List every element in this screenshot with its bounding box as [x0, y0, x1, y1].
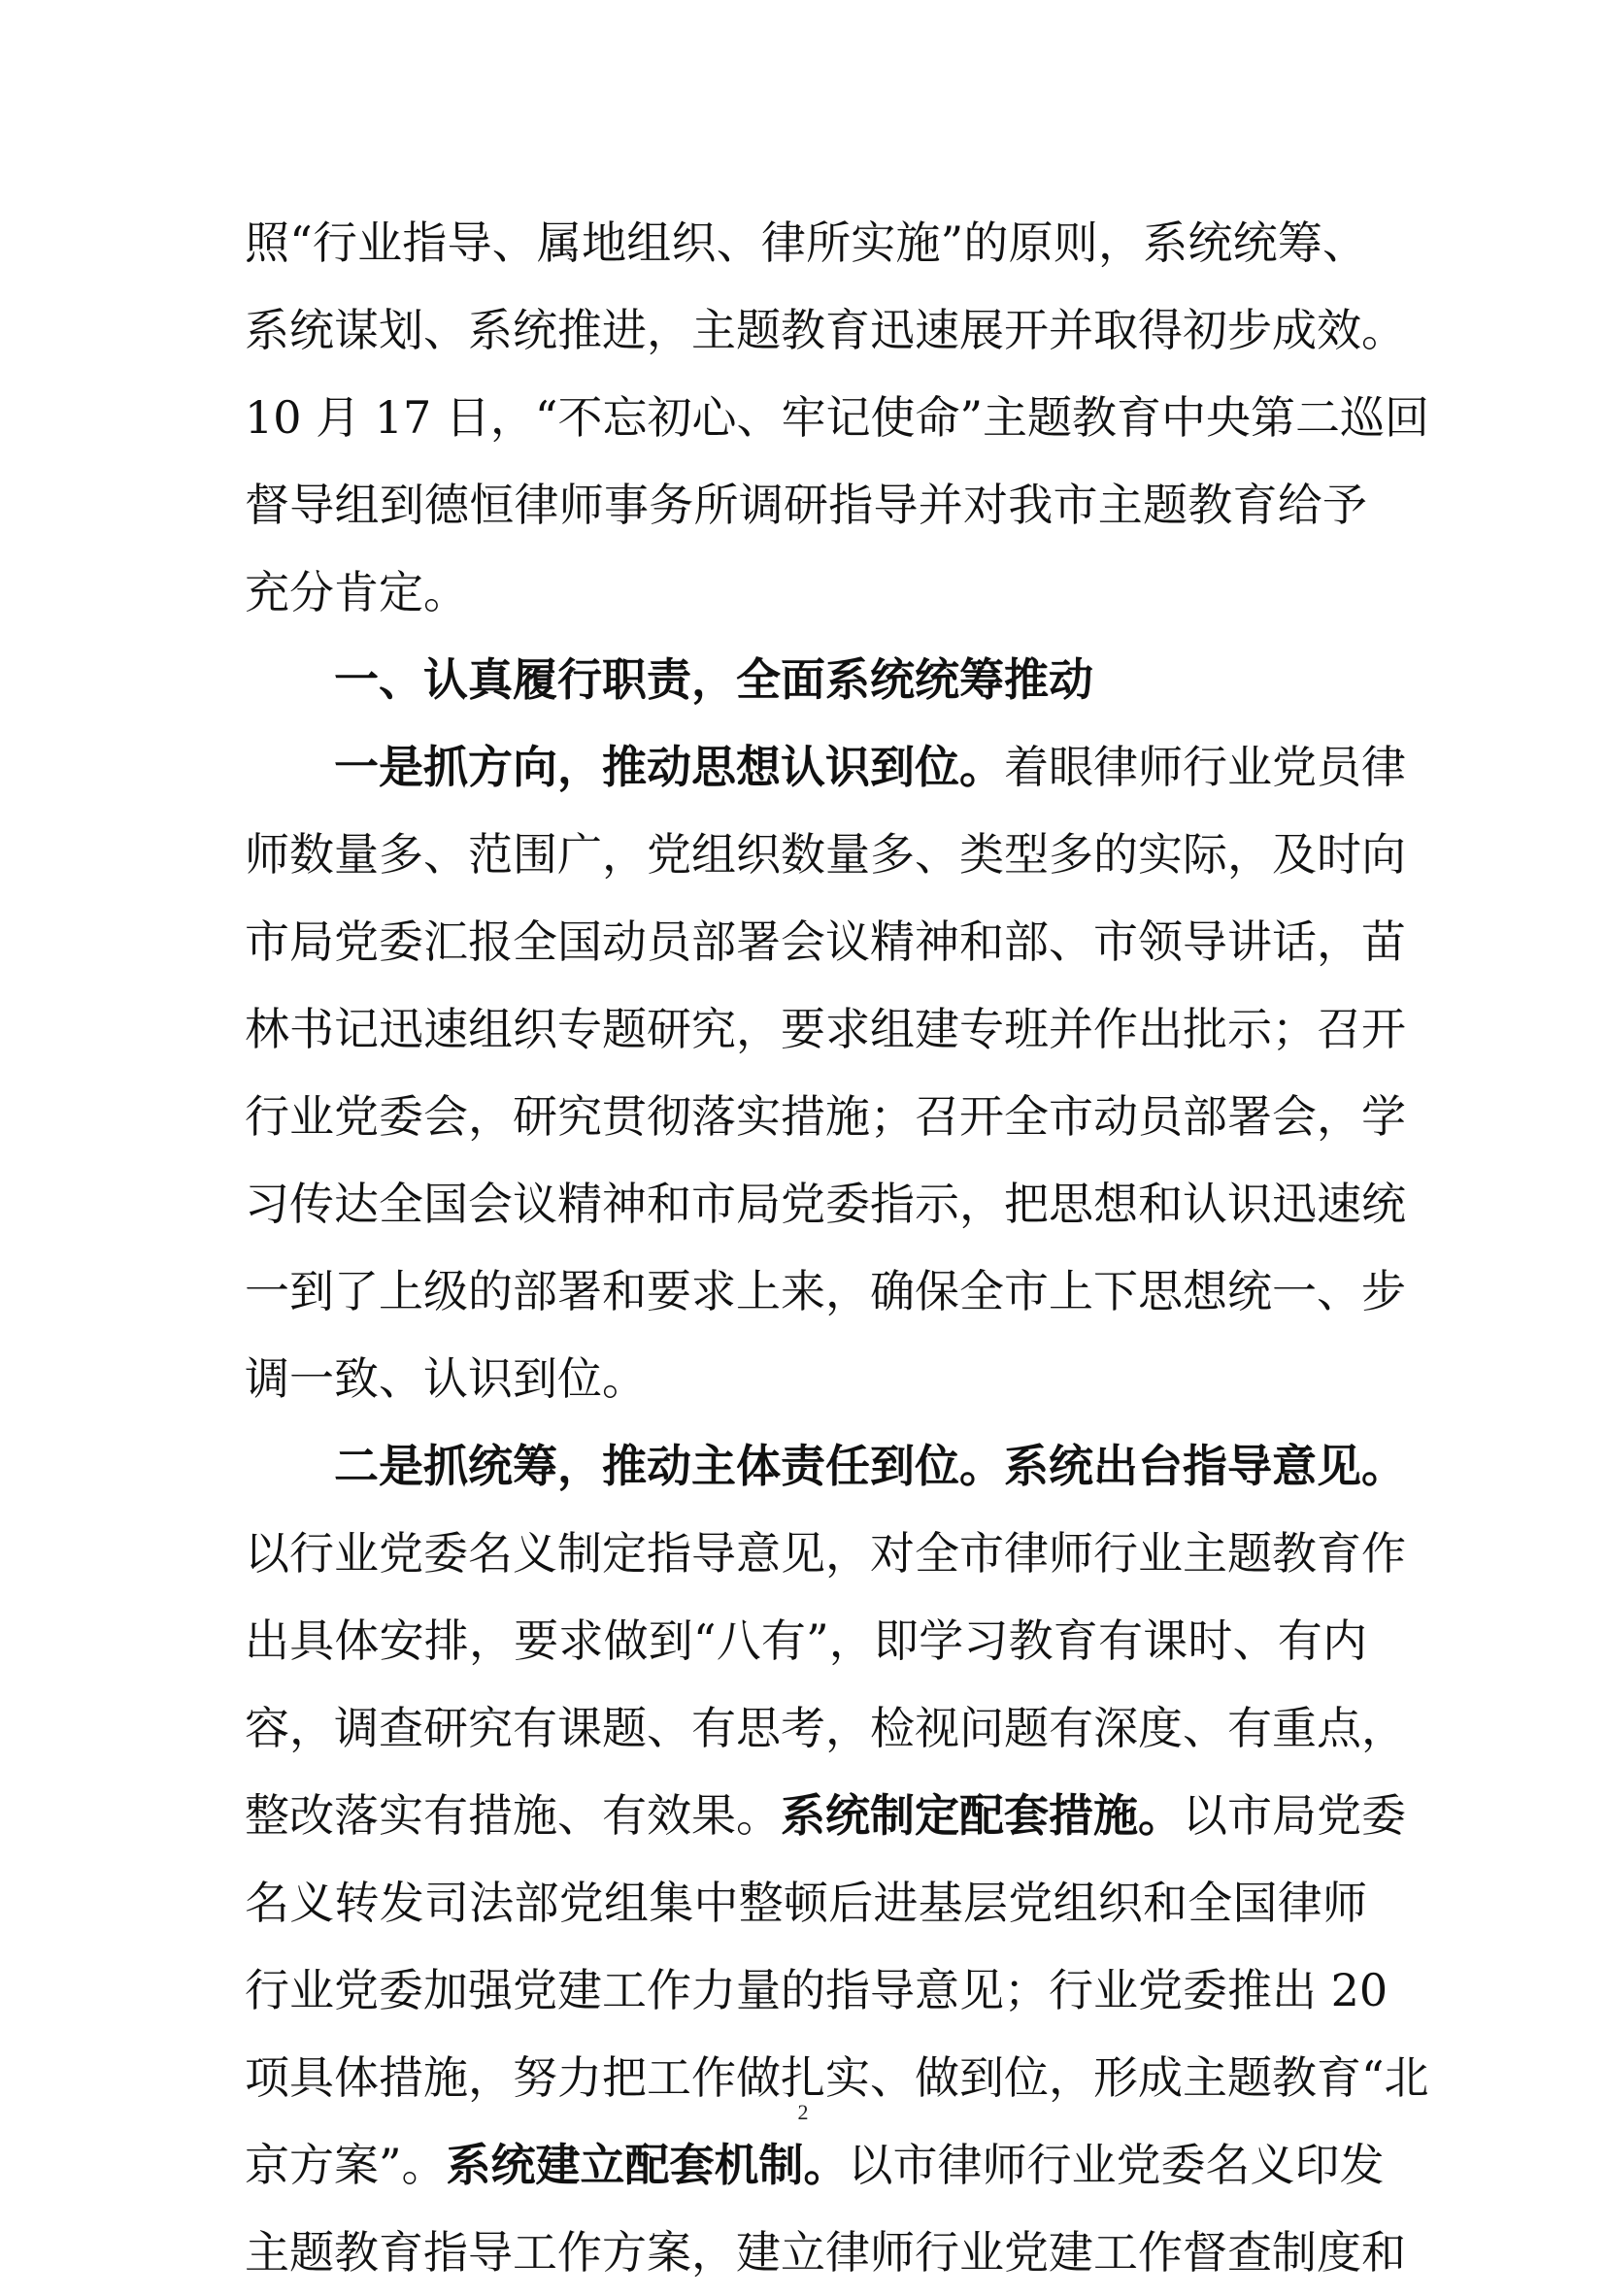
text-run: 整改落实有措施、有效果。 [245, 1789, 781, 1842]
bold-lead: 系统建立配套机制。 [446, 2139, 849, 2191]
text-line: 督导组到德恒律师事务所调研指导并对我市主题教育给予 [245, 479, 1367, 531]
text-line: 行业党委加强党建工作力量的指导意见；行业党委推出 20 [245, 1964, 1389, 2016]
text-run: 着眼律师行业党员律 [1004, 741, 1406, 793]
bold-lead: 系统制定配套措施。 [781, 1789, 1183, 1842]
text-line: 林书记迅速组织专题研究，要求组建专班并作出批示；召开 [245, 1003, 1406, 1055]
text-run: 京方案”。 [245, 2139, 447, 2191]
text-line: 以行业党委名义制定指导意见，对全市律师行业主题教育作 [245, 1527, 1406, 1580]
text-line: 充分肯定。 [245, 566, 468, 618]
bold-lead: 二是抓统筹，推动主体责任到位。系统出台指导意见。 [334, 1440, 1406, 1492]
text-run: 以市律师行业党委名义印发 [848, 2139, 1385, 2191]
text-line: 照“行业指导、属地组织、律所实施”的原则，系统统筹、 [245, 216, 1367, 269]
text-line: 出具体安排，要求做到“八有”，即学习教育有课时、有内 [245, 1614, 1367, 1667]
page-number: 2 [797, 2100, 809, 2124]
text-line: 名义转发司法部党组集中整顿后进基层党组织和全国律师 [245, 1877, 1367, 1929]
bold-lead: 一是抓方向，推动思想认识到位。 [334, 741, 1004, 793]
document-body [245, 199, 1429, 2296]
section-heading: 一、认真履行职责，全面系统统筹推动 [334, 653, 1093, 706]
text-run: 以市局党委 [1183, 1789, 1406, 1842]
text-line: 系统谋划、系统推进，主题教育迅速展开并取得初步成效。 [245, 304, 1406, 356]
text-line [245, 1772, 1406, 1859]
text-line: 容，调查研究有课题、有思考，检视问题有深度、有重点， [245, 1702, 1406, 1754]
text-line: 主题教育指导工作方案，建立律师行业党建工作督查制度和 [245, 2226, 1406, 2279]
text-line: 习传达全国会议精神和市局党委指示，把思想和认识迅速统 [245, 1178, 1406, 1230]
text-line: 一到了上级的部署和要求上来，确保全市上下思想统一、步 [245, 1265, 1406, 1317]
text-line: 10 月 17 日，“不忘初心、牢记使命”主题教育中央第二巡回 [245, 391, 1429, 444]
text-line: 行业党委会，研究贯彻落实措施；召开全市动员部署会，学 [245, 1090, 1406, 1143]
text-line [245, 2121, 1385, 2209]
text-line: 师数量多、范围广，党组织数量多、类型多的实际，及时向 [245, 828, 1406, 881]
text-line: 调一致、认识到位。 [245, 1352, 647, 1405]
text-line: 市局党委汇报全国动员部署会议精神和部、市领导讲话，苗 [245, 915, 1406, 968]
text-line: 项具体措施，努力把工作做扎实、做到位，形成主题教育“北 [245, 2051, 1429, 2104]
text-line [245, 723, 1406, 811]
